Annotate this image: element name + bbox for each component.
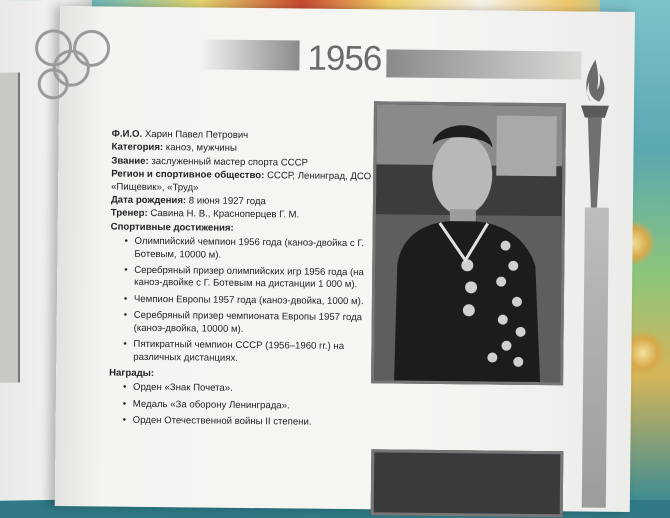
year-bar-left (199, 39, 299, 70)
previous-page-photo (0, 72, 20, 382)
athlete-info (109, 129, 377, 434)
side-decoration-bar (582, 208, 609, 508)
list-item: • Чемпион Европы 1957 года (каноэ-двойка, 1000 м). (134, 294, 375, 309)
region-value: СССР, Ленинград, ДСО «Пищевик», «Труд» (111, 170, 372, 194)
category-value: каноэ, мужчины (165, 142, 237, 155)
region-row (111, 169, 376, 197)
list-item: • Орден Отечественной войны II степени. (133, 415, 374, 430)
name-value: Харин Павел Петрович (144, 128, 249, 141)
list-item: • Медаль «За оборону Ленинграда». (133, 399, 374, 414)
athlete-portrait-photo (371, 101, 566, 385)
list-item: • Орден «Знак Почета». (133, 382, 374, 397)
awards-heading: Награды: (109, 367, 155, 379)
olympic-torch-icon (574, 55, 616, 215)
list-item: • Олимпийский чемпион 1956 года (каноэ-двойка с Г. Ботевым, 10000 м). (134, 236, 375, 263)
book-page (55, 6, 635, 512)
region-label: Регион и спортивное общество: (111, 168, 265, 182)
olympic-rings-icon (23, 26, 124, 107)
awards-list (109, 382, 374, 430)
name-label: Ф.И.О. (111, 128, 143, 140)
birth-label: Дата рождения: (110, 194, 187, 207)
title-value: заслуженный мастер спорта СССР (151, 155, 309, 169)
coach-label: Тренер: (110, 207, 148, 220)
list-item: • Серебряный призер олимпийских игр 1956 года (на каноэ-двойке с Г. Ботевым на дистанции 1 000 м). (134, 265, 375, 292)
year-bar-right (386, 49, 581, 79)
category-label: Категория: (111, 141, 164, 154)
year-heading: 1956 (307, 38, 382, 79)
achievements-list (109, 236, 375, 366)
achievements-heading: Спортивные достижения: (110, 221, 234, 234)
list-item: • Серебряный призер чемпионата Европы 1957 года (каноэ-двойка, 10000 м). (134, 310, 375, 337)
next-photo-partial (371, 449, 564, 517)
birth-value: 8 июня 1927 года (188, 195, 266, 208)
coach-value: Савина Н. В., Красноперцев Г. М. (150, 208, 300, 221)
list-item: • Пятикратный чемпион СССР (1956–1960 гг.) на различных дистанциях. (133, 339, 374, 366)
title-label: Звание: (111, 155, 149, 167)
